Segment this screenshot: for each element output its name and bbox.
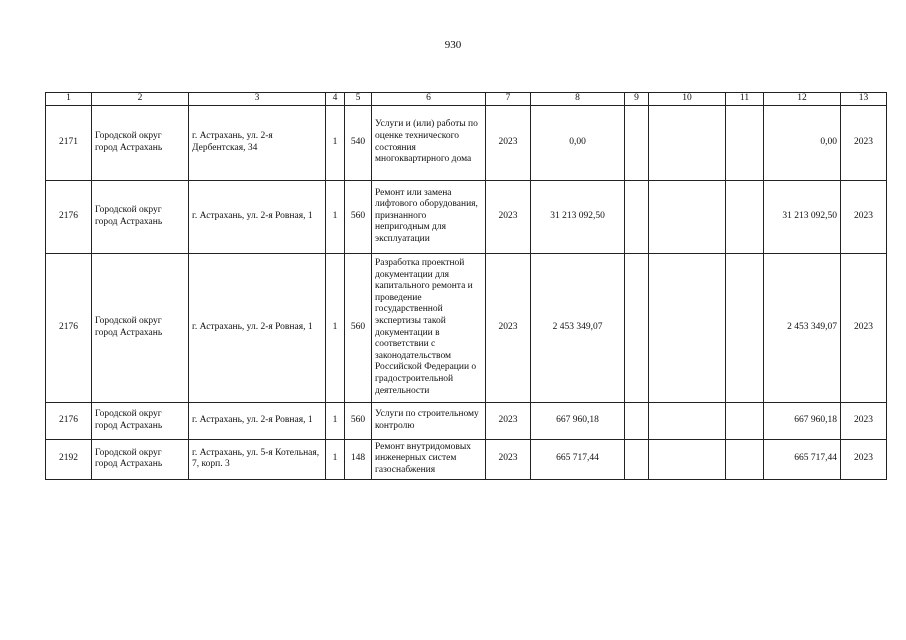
work-type: Ремонт внутридомовых инженерных систем газоснабжения	[372, 439, 486, 479]
cost-fund: 667 960,18	[764, 402, 841, 439]
col-11-value	[726, 105, 764, 180]
municipality: Городской округ город Астрахань	[92, 105, 189, 180]
col-10-value	[649, 253, 726, 402]
col-11-value	[726, 439, 764, 479]
work-type: Разработка проектной документации для капитального ремонта и проведение государственной экспертизы такой документации в соответствии с законодательством Российской Федерации о градостроительной деятельности	[372, 253, 486, 402]
col-9-value	[625, 105, 649, 180]
row-number: 2192	[46, 439, 92, 479]
cost-total: 31 213 092,50	[531, 180, 625, 253]
col-11-value	[726, 402, 764, 439]
address: г. Астрахань, ул. 2-я Ровная, 1	[189, 402, 326, 439]
col-9-value	[625, 402, 649, 439]
year: 2023	[486, 402, 531, 439]
cost-total: 0,00	[531, 105, 625, 180]
cost-total: 667 960,18	[531, 402, 625, 439]
column-header: 8	[531, 93, 625, 106]
column-header: 5	[345, 93, 372, 106]
col-5-value: 148	[345, 439, 372, 479]
cost-fund: 31 213 092,50	[764, 180, 841, 253]
year: 2023	[486, 105, 531, 180]
completion-year: 2023	[841, 105, 887, 180]
col-11-value	[726, 253, 764, 402]
municipality: Городской округ город Астрахань	[92, 402, 189, 439]
municipality: Городской округ город Астрахань	[92, 180, 189, 253]
col-4-value: 1	[326, 402, 345, 439]
table-row	[46, 439, 887, 479]
completion-year: 2023	[841, 439, 887, 479]
completion-year: 2023	[841, 402, 887, 439]
municipality: Городской округ город Астрахань	[92, 253, 189, 402]
cost-fund: 665 717,44	[764, 439, 841, 479]
col-11-value	[726, 180, 764, 253]
page-number: 930	[444, 39, 462, 51]
col-4-value: 1	[326, 180, 345, 253]
year: 2023	[486, 180, 531, 253]
col-9-value	[625, 439, 649, 479]
row-number: 2176	[46, 402, 92, 439]
completion-year: 2023	[841, 253, 887, 402]
work-type: Услуги и (или) работы по оценке технического состояния многоквартирного дома	[372, 105, 486, 180]
col-10-value	[649, 402, 726, 439]
column-header: 2	[92, 93, 189, 106]
column-header: 13	[841, 93, 887, 106]
column-header: 4	[326, 93, 345, 106]
col-4-value: 1	[326, 105, 345, 180]
col-5-value: 560	[345, 180, 372, 253]
year: 2023	[486, 439, 531, 479]
col-5-value: 540	[345, 105, 372, 180]
column-header: 9	[625, 93, 649, 106]
cost-total: 665 717,44	[531, 439, 625, 479]
repair-program-table	[45, 92, 887, 480]
completion-year: 2023	[841, 180, 887, 253]
col-9-value	[625, 253, 649, 402]
cost-fund: 2 453 349,07	[764, 253, 841, 402]
address: г. Астрахань, ул. 2-я Дербентская, 34	[189, 105, 326, 180]
col-5-value: 560	[345, 402, 372, 439]
col-9-value	[625, 180, 649, 253]
column-header: 1	[46, 93, 92, 106]
address: г. Астрахань, ул. 5-я Котельная, 7, корп. 3	[189, 439, 326, 479]
cost-total: 2 453 349,07	[531, 253, 625, 402]
col-10-value	[649, 439, 726, 479]
column-header: 3	[189, 93, 326, 106]
address: г. Астрахань, ул. 2-я Ровная, 1	[189, 253, 326, 402]
row-number: 2171	[46, 105, 92, 180]
table-row	[46, 253, 887, 402]
row-number: 2176	[46, 180, 92, 253]
col-4-value: 1	[326, 439, 345, 479]
col-4-value: 1	[326, 253, 345, 402]
column-header: 6	[372, 93, 486, 106]
table-row	[46, 402, 887, 439]
row-number: 2176	[46, 253, 92, 402]
address: г. Астрахань, ул. 2-я Ровная, 1	[189, 180, 326, 253]
work-type: Услуги по строительному контролю	[372, 402, 486, 439]
table-row	[46, 180, 887, 253]
municipality: Городской округ город Астрахань	[92, 439, 189, 479]
column-header: 7	[486, 93, 531, 106]
cost-fund: 0,00	[764, 105, 841, 180]
col-10-value	[649, 105, 726, 180]
table-row	[46, 105, 887, 180]
column-header: 12	[764, 93, 841, 106]
year: 2023	[486, 253, 531, 402]
column-number-row	[46, 93, 887, 106]
col-5-value: 560	[345, 253, 372, 402]
col-10-value	[649, 180, 726, 253]
column-header: 10	[649, 93, 726, 106]
work-type: Ремонт или замена лифтового оборудования, признанного непригодным для эксплуатации	[372, 180, 486, 253]
column-header: 11	[726, 93, 764, 106]
